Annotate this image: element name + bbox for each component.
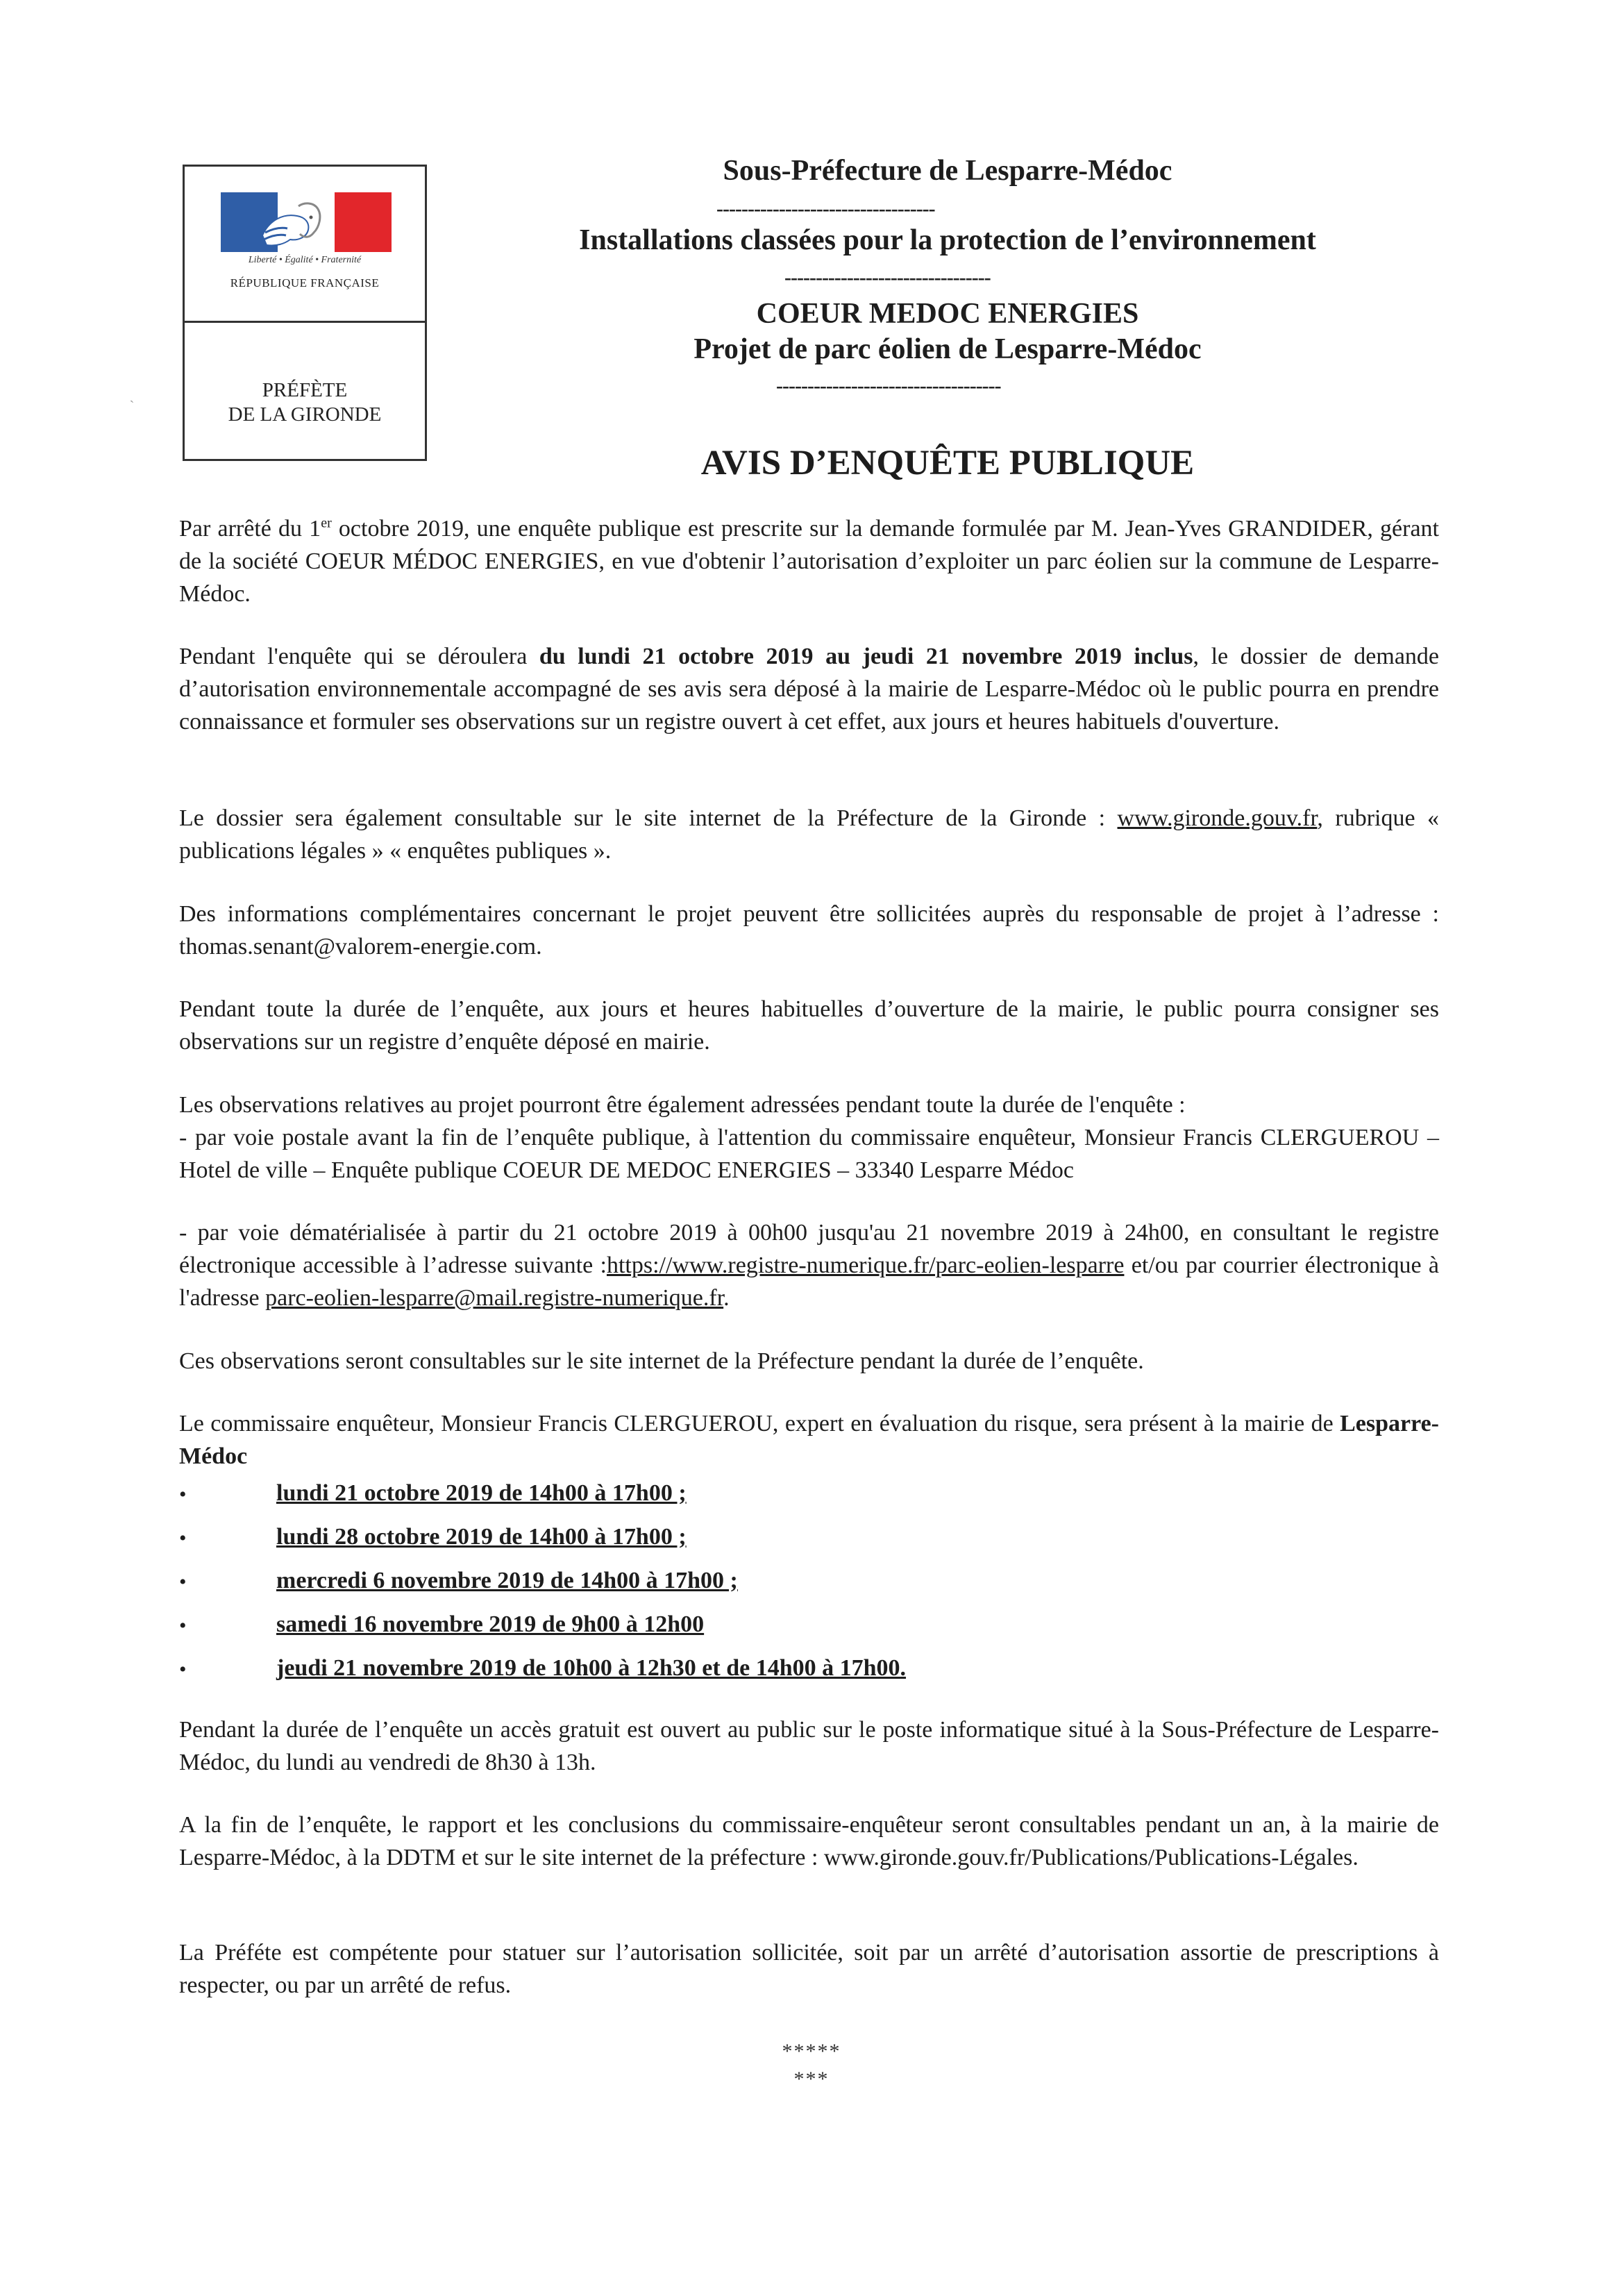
- avis-title: AVIS D’ENQUÊTE PUBLIQUE: [700, 444, 1195, 483]
- prefete-line-1: PRÉFÈTE: [262, 379, 348, 401]
- paragraph-consultables: [179, 1345, 1439, 1377]
- p11-text: A la fin de l’enquête, le rapport et les conclusions du commissaire-enquêteur seront consultables pendant un an, à la mairie de Lesparre-Médoc, à la DDTM et sur le site internet de la préfecture : www.gironde.gouv.fr/Publications/Publications-Légales.: [179, 1812, 1439, 1870]
- paragraph-site-internet: [179, 802, 1439, 867]
- registre-email-link[interactable]: parc-eolien-lesparre@mail.registre-numerique.fr: [265, 1285, 724, 1311]
- p9-text-a: Le commissaire enquêteur, Monsieur Francis CLERGUEROU, expert en évaluation du risque, sera présent à la mairie de: [179, 1411, 1340, 1436]
- p4-text-a: Des informations complémentaires concernant le projet peuvent être sollicitées auprès du responsable de projet à l’adresse :: [179, 901, 1439, 927]
- permanence-date: samedi 16 novembre 2019 de 9h00 à 12h00: [276, 1611, 705, 1637]
- paragraph-registre: [179, 993, 1439, 1058]
- list-item: [179, 1611, 1439, 1655]
- paragraph-deroulement: [179, 640, 1439, 738]
- gironde-site-link[interactable]: www.gironde.gouv.fr: [1117, 805, 1318, 831]
- republique-logo: [185, 167, 425, 323]
- list-item: [179, 1568, 1439, 1611]
- separator-2: ---------------------------------: [784, 266, 991, 289]
- permanence-date: jeudi 21 novembre 2019 de 10h00 à 12h30 et de 14h00 à 17h00.: [276, 1655, 907, 1681]
- paragraph-informations: [179, 898, 1439, 963]
- p1-text-a: Par arrêté du 1: [179, 516, 321, 542]
- company-title: COEUR MEDOC ENERGIES: [756, 298, 1139, 330]
- contact-email[interactable]: thomas.senant@valorem-energie.com: [179, 934, 537, 960]
- p3-text-a: Le dossier sera également consultable sur le site internet de la Préfecture de la Gironde :: [179, 805, 1118, 831]
- p7-text-a: - par voie dématérialisée à partir du 21 octobre 2019 à 00h00 jusqu'au 21 novembre 2019 à 24h00, en consultant le registre électronique accessible à l’adresse suivante :: [179, 1220, 1439, 1278]
- list-item: [179, 1655, 1439, 1699]
- marianne-flag-icon: [221, 192, 392, 252]
- bullet-icon: •: [179, 1614, 187, 1637]
- p7-text-c: .: [723, 1285, 730, 1311]
- list-item: [179, 1480, 1439, 1524]
- permanence-date: lundi 28 octobre 2019 de 14h00 à 17h00 ;: [276, 1524, 687, 1550]
- paragraph-observations: [179, 1089, 1439, 1187]
- bullet-icon: •: [179, 1483, 187, 1506]
- paragraph-commissaire: [179, 1407, 1439, 1473]
- permanences-list: [179, 1480, 1439, 1699]
- p2-text-b: , le dossier de demande d’autorisation environnementale accompagné de ses avis sera déposé à la mairie de Lesparre-Médoc où le public pourra en prendre connaissance et formuler ses observations sur un registre ouvert à cet effet, aux jours et heures habituels d'ouverture.: [179, 644, 1440, 735]
- p9-lieu: Lesparre-Médoc: [179, 1411, 1439, 1469]
- closing-stars-1: *****: [782, 2040, 841, 2063]
- sous-prefecture-title: Sous-Préfecture de Lesparre-Médoc: [723, 155, 1172, 187]
- bullet-icon: •: [179, 1658, 187, 1681]
- registre-numerique-link[interactable]: https://www.registre-numerique.fr/parc-eolien-lesparre: [606, 1252, 1125, 1278]
- p6-voie-postale: - par voie postale avant la fin de l’enquête publique, à l'attention du commissaire enquêteur, Monsieur Francis CLERGUEROU – Hotel de ville – Enquête publique COEUR DE MEDOC ENERGIES – 33340 Lesparre Médoc: [179, 1125, 1439, 1183]
- republique-motto: Liberté • Égalité • Fraternité: [248, 255, 362, 265]
- p7-text-b: et/ou par courrier électronique à l'adresse: [179, 1252, 1439, 1311]
- bullet-icon: •: [179, 1527, 187, 1550]
- p3-text-b: , rubrique « publications légales » « enquêtes publiques ».: [179, 805, 1439, 864]
- prefecture-logo-block: [183, 165, 427, 461]
- list-item: [179, 1524, 1439, 1568]
- paragraph-acces-gratuit: [179, 1713, 1439, 1779]
- separator-1: -----------------------------------: [716, 197, 935, 220]
- projet-title: Projet de parc éolien de Lesparre-Médoc: [693, 333, 1202, 365]
- p2-text-a: Pendant l'enquête qui se déroulera: [179, 644, 539, 669]
- prefete-label: [185, 378, 425, 427]
- p10-text: Pendant la durée de l’enquête un accès gratuit est ouvert au public sur le poste informatique situé à la Sous-Préfecture de Lesparre-Médoc, du lundi au vendredi de 8h30 à 13h.: [179, 1717, 1439, 1775]
- permanence-date: lundi 21 octobre 2019 de 14h00 à 17h00 ;: [276, 1480, 687, 1506]
- permanence-date: mercredi 6 novembre 2019 de 14h00 à 17h00 ;: [276, 1568, 738, 1593]
- bullet-icon: •: [179, 1570, 187, 1593]
- paragraph-arrete: [179, 512, 1439, 610]
- closing-stars-2: ***: [793, 2068, 830, 2090]
- p8-text: Ces observations seront consultables sur le site internet de la Préfecture pendant la durée de l’enquête.: [179, 1348, 1144, 1374]
- p6-line-1: Les observations relatives au projet pourront être également adressées pendant toute la durée de l'enquête :: [179, 1092, 1186, 1118]
- p5-text: Pendant toute la durée de l’enquête, aux jours et heures habituelles d’ouverture de la mairie, le public pourra consigner ses observations sur un registre d’enquête déposé en mairie.: [179, 996, 1439, 1055]
- paragraph-voie-dematerialisee: [179, 1216, 1439, 1314]
- p2-dates: du lundi 21 octobre 2019 au jeudi 21 novembre 2019 inclus: [539, 644, 1193, 669]
- paragraph-competence: [179, 1936, 1439, 2002]
- prefete-line-2: DE LA GIRONDE: [228, 403, 382, 426]
- p12-text: La Préféte est compétente pour statuer sur l’autorisation sollicitée, soit par un arrêté d’autorisation assortie de prescriptions à respecter, ou par un arrêté de refus.: [179, 1940, 1439, 1998]
- p4-text-b: .: [536, 934, 542, 960]
- separator-3: ------------------------------------: [776, 374, 1001, 397]
- republique-francaise-label: RÉPUBLIQUE FRANÇAISE: [230, 276, 380, 290]
- paragraph-rapport: [179, 1809, 1439, 1874]
- p1-superscript: er: [321, 515, 332, 531]
- p1-text-b: octobre 2019, une enquête publique est prescrite sur la demande formulée par M. Jean-Yves GRANDIDER, gérant de la société COEUR MÉDOC ENERGIES, en vue d'obtenir l’autorisation d’exploiter un parc éolien sur la commune de Lesparre-Médoc.: [179, 516, 1439, 607]
- icpe-title: Installations classées pour la protection de l’environnement: [579, 224, 1316, 256]
